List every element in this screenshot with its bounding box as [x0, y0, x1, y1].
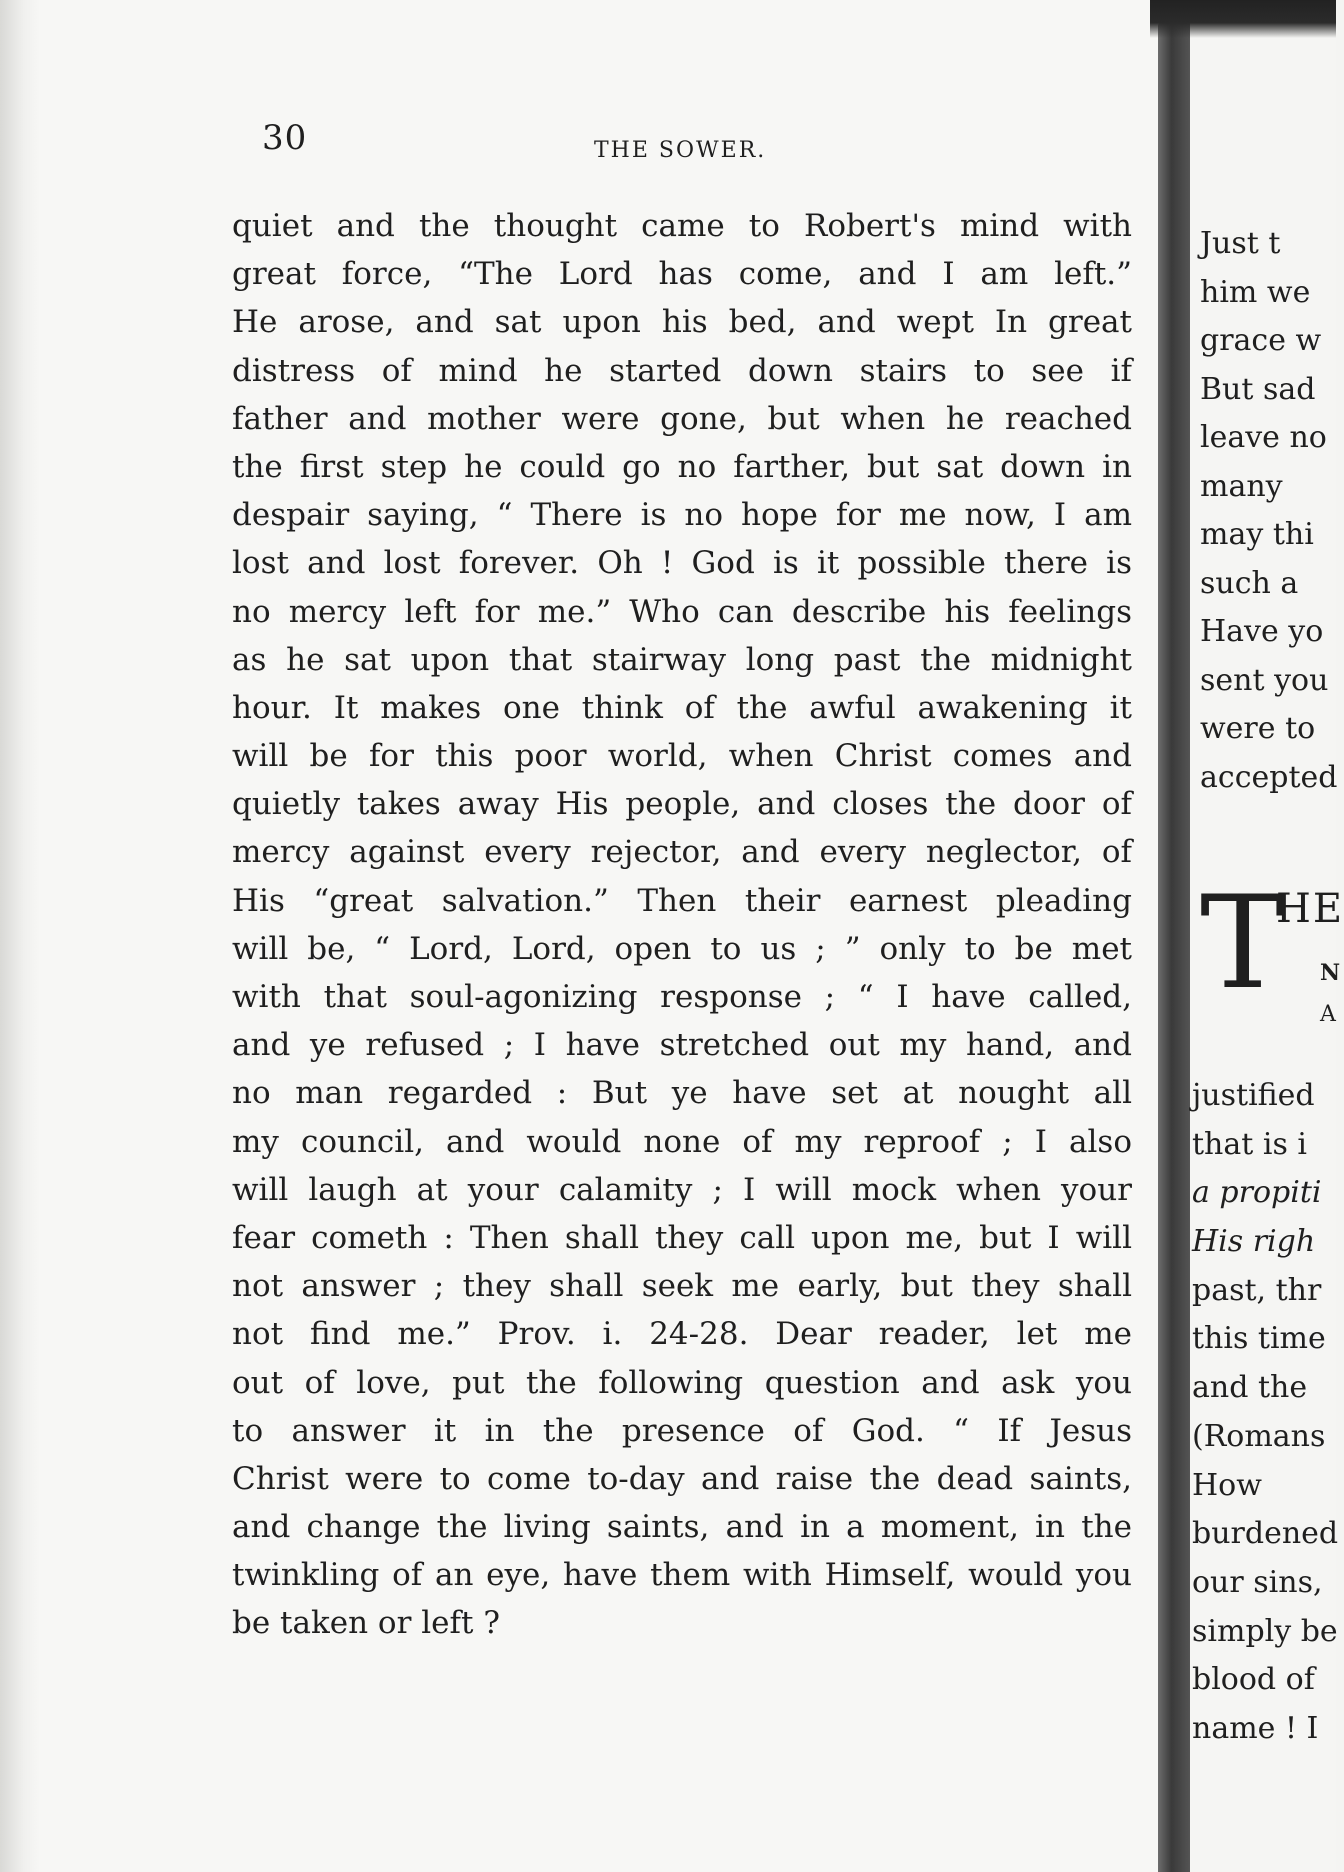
right-page-text-top — [1200, 220, 1337, 802]
right-page-top-shadow — [1150, 0, 1336, 38]
text-line: blood of — [1192, 1662, 1315, 1698]
book-gutter — [1158, 20, 1192, 1872]
text-line: sent you — [1200, 662, 1329, 698]
text-line: quietly takes away His people, and closes the door of — [232, 786, 1132, 823]
text-line: may thi — [1200, 517, 1314, 552]
text-line: that is i — [1192, 1126, 1307, 1162]
text-line: How — [1192, 1467, 1262, 1503]
text-line: Christ were to come to-day and raise the dead saints, — [232, 1460, 1132, 1497]
text-line: out of love, put the following question and ask you — [232, 1364, 1132, 1401]
text-line: lost and lost forever. Oh ! God is it possible there is — [232, 545, 1132, 582]
text-line: such a — [1200, 565, 1299, 601]
left-page-body-text — [232, 202, 1132, 1648]
text-line: past, thr — [1192, 1272, 1322, 1308]
text-line: He arose, and sat upon his bed, and wept In great — [232, 304, 1132, 341]
text-line: many — [1200, 468, 1283, 504]
text-line: not find me.” Prov. i. 24-28. Dear reader, let me — [232, 1316, 1132, 1353]
text-line: (Romans — [1192, 1418, 1326, 1454]
text-line: with that soul-agonizing response ; “ I have called, — [232, 979, 1132, 1015]
text-line: accepted — [1200, 759, 1338, 795]
text-line: simply be — [1192, 1613, 1338, 1649]
text-line: burdened — [1192, 1516, 1339, 1552]
text-line: will be, “ Lord, Lord, open to us ; ” only to be met — [232, 930, 1132, 967]
text-line: not answer ; they shall seek me early, but they shall — [232, 1268, 1132, 1305]
right-page-text-bottom — [1192, 1072, 1338, 1754]
text-line: our sins, — [1192, 1564, 1323, 1600]
text-line: leave no — [1200, 420, 1327, 455]
text-line: and the — [1192, 1370, 1308, 1406]
text-line: were to — [1200, 711, 1316, 746]
text-line: hour. It makes one think of the awful awakening it — [232, 689, 1132, 726]
text-line: fear cometh : Then shall they call upon me, but I will — [232, 1219, 1132, 1256]
text-line: Have yo — [1200, 614, 1324, 649]
heading-line-2: N — [1320, 960, 1341, 986]
text-line: to answer it in the presence of God. “ If Jesus — [232, 1412, 1132, 1449]
heading-rest: HE — [1276, 886, 1344, 932]
text-line: name ! I — [1192, 1710, 1319, 1746]
text-line: a propiti — [1192, 1175, 1322, 1211]
text-line: and ye refused ; I have stretched out my hand, and — [232, 1027, 1132, 1064]
text-line: no mercy left for me.” Who can describe his feelings — [232, 593, 1132, 630]
text-line: him we — [1200, 274, 1311, 310]
text-line: grace w — [1200, 323, 1322, 358]
text-line: no man regarded : But ye have set at nought all — [232, 1075, 1132, 1112]
text-line: despair saying, “ There is no hope for me now, I am — [232, 497, 1132, 534]
heading-line-3: A — [1320, 1002, 1336, 1027]
text-line: the first step he could go no farther, but sat down in — [232, 448, 1132, 485]
page-number: 30 — [262, 118, 308, 158]
text-line: But sad — [1200, 371, 1316, 407]
text-line: will laugh at your calamity ; I will mock when your — [232, 1171, 1132, 1208]
text-line: Just t — [1200, 226, 1281, 261]
text-line: His “great salvation.” Then their earnest pleading — [232, 882, 1132, 919]
text-line: mercy against every rejector, and every neglector, of — [232, 834, 1132, 871]
running-head: THE SOWER. — [594, 138, 767, 163]
text-line: distress of mind he started down stairs to see if — [232, 352, 1132, 389]
text-line: and change the living saints, and in a moment, in the — [232, 1509, 1132, 1546]
text-line: quiet and the thought came to Robert's mind with — [232, 208, 1132, 244]
text-line: be taken or left ? — [232, 1605, 500, 1642]
drop-cap: T — [1200, 869, 1286, 1018]
text-line: this time — [1192, 1321, 1326, 1357]
text-line: as he sat upon that stairway long past the midnight — [232, 641, 1132, 678]
text-line: His righ — [1192, 1224, 1316, 1260]
text-line: justified — [1192, 1078, 1315, 1113]
text-line: my council, and would none of my reproof ; I also — [232, 1123, 1132, 1160]
text-line: twinkling of an eye, have them with Himself, would you — [232, 1557, 1132, 1594]
text-line: father and mother were gone, but when he reached — [232, 400, 1132, 437]
left-page-edge — [0, 0, 40, 1872]
text-line: great force, “The Lord has come, and I am left.” — [232, 256, 1132, 293]
text-line: will be for this poor world, when Christ comes and — [232, 738, 1132, 775]
